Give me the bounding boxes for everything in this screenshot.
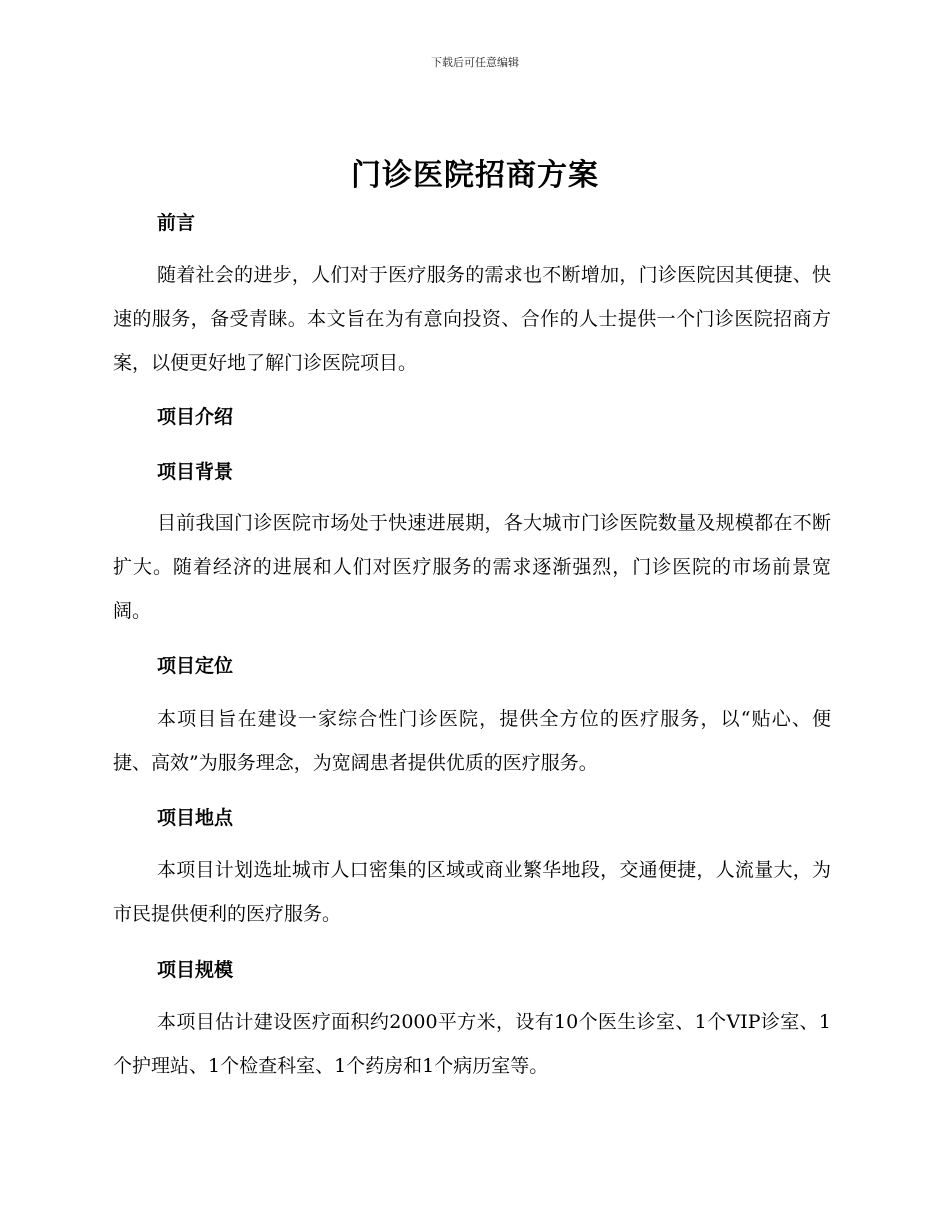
section-heading-scale: 项目规模 — [157, 959, 234, 981]
section-heading-project-intro: 项目介绍 — [157, 406, 234, 428]
paragraph-preface: 随着社会的进步，人们对于医疗服务的需求也不断增加，门诊医院因其便捷、快速的服务，备受青睐。本文旨在为有意向投资、合作的人士提供一个门诊医院招商方案，以便更好地了解门诊医院项目。 — [113, 264, 831, 374]
section-heading-background: 项目背景 — [157, 461, 234, 483]
section-heading-positioning: 项目定位 — [157, 655, 234, 677]
page-title: 门诊医院招商方案 — [351, 158, 599, 193]
section-heading-location: 项目地点 — [157, 807, 234, 829]
paragraph-location: 本项目计划选址城市人口密集的区域或商业繁华地段，交通便捷，人流量大，为市民提供便利的医疗服务。 — [113, 859, 831, 925]
paragraph-background: 目前我国门诊医院市场处于快速进展期，各大城市门诊医院数量及规模都在不断扩大。随着经济的进展和人们对医疗服务的需求逐渐强烈，门诊医院的市场前景宽阔。 — [113, 512, 831, 622]
page-header-note: 下载后可任意编辑 — [431, 56, 519, 69]
section-heading-preface: 前言 — [157, 212, 196, 234]
paragraph-scale: 本项目估计建设医疗面积约2000平方米，设有10个医生诊室、1个VIP诊室、1个护理站、1个检查科室、1个药房和1个病历室等。 — [113, 1011, 831, 1077]
paragraph-positioning: 本项目旨在建设一家综合性门诊医院，提供全方位的医疗服务，以“贴心、便捷、高效”为服务理念，为宽阔患者提供优质的医疗服务。 — [113, 708, 831, 774]
